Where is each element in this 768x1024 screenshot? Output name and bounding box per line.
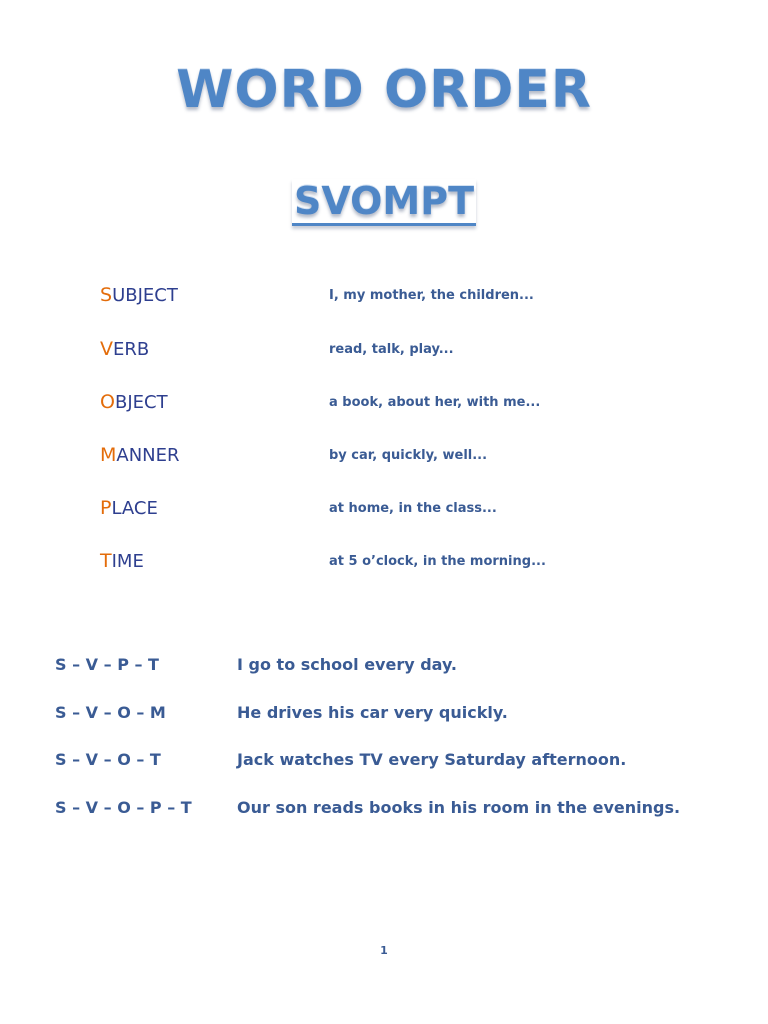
term-verb	[100, 336, 149, 363]
term-initial: P	[100, 497, 112, 519]
page-number: 1	[380, 944, 388, 957]
example-sentence: He drives his car very quickly.	[237, 703, 508, 722]
term-initial: S	[100, 284, 113, 306]
term-rest: BJECT	[114, 392, 168, 413]
term-rest: ANNER	[116, 445, 180, 466]
svompt-row-place	[0, 495, 768, 525]
examples-place: at home, in the class...	[329, 501, 497, 516]
examples-subject: I, my mother, the children...	[329, 288, 534, 303]
term-initial: T	[100, 550, 112, 572]
example-row	[0, 747, 768, 777]
term-rest: IME	[111, 551, 144, 572]
pattern-label: S – V – O – M	[55, 703, 166, 722]
term-rest: ERB	[113, 339, 150, 360]
svompt-row-manner	[0, 442, 768, 472]
svompt-row-object	[0, 389, 768, 419]
term-subject	[100, 282, 178, 309]
svompt-heading-text: SVOMPT	[292, 179, 476, 226]
example-row	[0, 795, 768, 825]
page-title: WORD ORDER	[176, 60, 592, 120]
term-initial: O	[100, 391, 115, 413]
examples-time: at 5 o’clock, in the morning...	[329, 554, 546, 569]
examples-manner: by car, quickly, well...	[329, 448, 488, 463]
term-time	[100, 548, 144, 575]
example-sentence: I go to school every day.	[237, 655, 458, 674]
example-row	[0, 652, 768, 682]
example-sentence: Our son reads books in his room in the evenings.	[237, 798, 681, 817]
pattern-label: S – V – P – T	[55, 655, 159, 674]
example-sentence: Jack watches TV every Saturday afternoon.	[237, 750, 627, 769]
term-manner	[100, 442, 180, 469]
examples-verb: read, talk, play...	[329, 342, 454, 357]
svompt-row-time	[0, 548, 768, 578]
term-rest: LACE	[111, 498, 158, 519]
svompt-row-subject	[0, 282, 768, 312]
pattern-label: S – V – O – T	[55, 750, 161, 769]
examples-object: a book, about her, with me...	[329, 395, 541, 410]
term-place	[100, 495, 158, 522]
term-object	[100, 389, 168, 416]
svompt-row-verb	[0, 336, 768, 366]
term-initial: M	[100, 444, 117, 466]
term-initial: V	[100, 338, 113, 360]
term-rest: UBJECT	[112, 285, 178, 306]
pattern-label: S – V – O – P – T	[55, 798, 192, 817]
example-row	[0, 700, 768, 730]
svompt-heading	[0, 178, 768, 224]
